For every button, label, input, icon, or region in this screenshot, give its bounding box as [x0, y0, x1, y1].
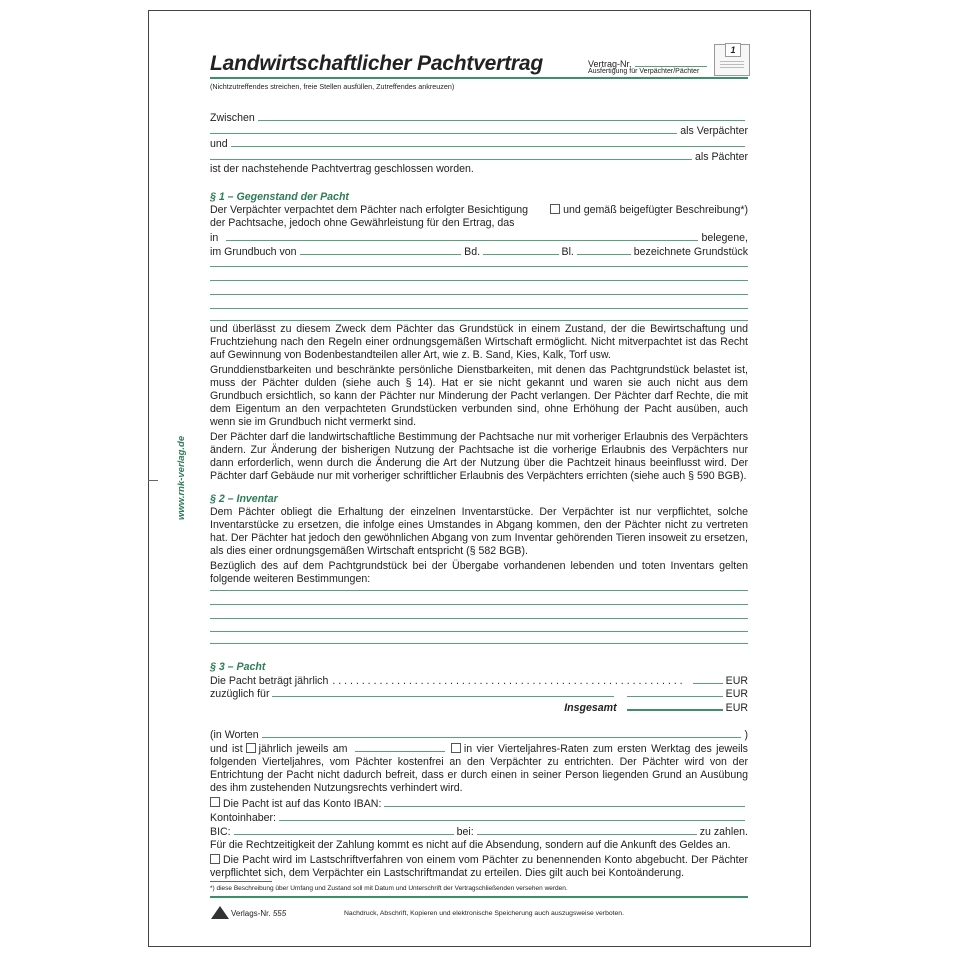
blank-line — [262, 728, 742, 738]
text: und gemäß beigefügter Beschreibung*) — [563, 204, 748, 216]
blank-line — [635, 57, 707, 67]
text — [547, 204, 748, 217]
direct-debit-row — [210, 854, 748, 880]
annual-payment-checkbox[interactable] — [246, 743, 256, 753]
text: EUR — [725, 702, 748, 714]
text: bezeichnete Grundstück — [633, 246, 748, 258]
text: bei: — [456, 826, 474, 838]
fold-mark — [148, 480, 158, 481]
blank-line — [477, 825, 697, 835]
text: zuzüglich für — [210, 688, 270, 700]
lessor-field[interactable] — [210, 111, 748, 125]
website-url: www.rnk-verlag.de — [176, 435, 187, 520]
iban-field[interactable] — [210, 797, 748, 811]
text: zu zahlen. — [699, 826, 748, 838]
lessor-field-2[interactable] — [210, 124, 748, 138]
paragraphs-block — [210, 323, 748, 588]
payment-block — [210, 728, 748, 880]
text: Zwischen — [210, 112, 255, 124]
copyright-notice: Nachdruck, Abschrift, Kopieren und elektronische Speicherung auch auszugsweise verboten. — [344, 910, 624, 917]
payment-date-field[interactable] — [355, 742, 445, 752]
inventory-line[interactable] — [210, 604, 748, 605]
inventory-line[interactable] — [210, 618, 748, 619]
text: und ist — [210, 743, 243, 755]
header-rule — [210, 77, 748, 79]
blank-line — [210, 124, 677, 134]
paragraph: Grunddienstbarkeiten und beschränkte persönliche Dienstbarkeiten, mit denen das Pachtgrundstück belastet ist, muss der Pächter dulden (siehe auch § 14). Hat er sie nicht gekannt und waren sie auch nicht aus dem Grundbuch ersichtlich, so kann der Pächter nur Minderung der Pacht verlangen. Der Pächter darf Rechte, die mit dem Eigentum an den verpachteten Grundstücken verbunden sind, ohne Erhöhung der Pacht ausüben, auch wenn sie im Grundbuch nicht vermerkt sind. — [210, 364, 748, 428]
text — [627, 700, 723, 711]
instructions: (Nichtzutreffendes streichen, freie Stellen ausfüllen, Zutreffendes ankreuzen) — [210, 82, 455, 91]
text: Kontoinhaber: — [210, 812, 276, 824]
text: EUR — [725, 675, 748, 687]
paragraph: Bezüglich des auf dem Pachtgrundstück bei der Übergabe vorhandenen lebenden und toten Inventars gelten folgende weiteren Bestimmungen: — [210, 560, 748, 585]
description-line[interactable] — [210, 294, 748, 295]
text — [720, 61, 744, 70]
text: ) — [744, 729, 748, 741]
text: als Verpächter — [680, 125, 748, 137]
blank-line — [231, 137, 745, 147]
text: Der Verpächter verpachtet dem Pächter nach erfolgter Besichtigung — [210, 204, 528, 216]
blank-line — [384, 797, 745, 807]
location-field[interactable] — [210, 231, 748, 245]
paragraph: Dem Pächter obliegt die Erhaltung der einzelnen Inventarstücke. Der Verpächter ist nur verpflichtet, solche Inventarstücke zu ersetzen, die infolge eines Umstandes in Abgang kommen, den der Pächter nicht zu vertreten hat. Der Pächter hat jedoch den gewöhnlichen Abgang von zum Inventar gehörenden Tieren insoweit zu ersetzen, als dies einer ordnungsgemäßen Wirtschaft entspricht (§ 582 BGB). — [210, 506, 748, 557]
description-line[interactable] — [210, 308, 748, 309]
blank-line — [627, 687, 723, 697]
paragraph: und überlässt zu diesem Zweck dem Pächter das Grundstück in einem Zustand, der die Bewirtschaftung und Fruchtziehung nach den Regeln einer ordnungsgemäßen Wirtschaft ermöglicht. Nicht mitverpachtet ist das Recht auf Gewinnung von Bodenbestandteilen aller Art, wie z. B. Sand, Kies, Kalk, Torf usw. — [210, 323, 748, 361]
footnote: *) diese Beschreibung über Umfang und Zustand soll mit Datum und Unterschrift der Vertragschließenden versehen werden. — [210, 885, 568, 892]
text: jährlich jeweils am — [258, 743, 348, 755]
text: Insgesamt — [564, 702, 617, 714]
text: belegene, — [701, 232, 748, 244]
account-holder-field[interactable] — [210, 811, 748, 825]
copy-number-icon — [714, 44, 750, 76]
text: der Pachtsache, jedoch ohne Gewährleistung für den Ertrag, das — [210, 217, 515, 229]
text: in vier Vierteljahres-Raten zum ersten Werktag des jeweils — [463, 743, 748, 755]
blank-line — [279, 811, 745, 821]
description-line[interactable] — [210, 280, 748, 281]
bank-transfer-checkbox[interactable] — [210, 797, 220, 807]
inventory-line[interactable] — [210, 643, 748, 644]
text: Die Pacht beträgt jährlich — [210, 675, 329, 687]
text: BIC: — [210, 826, 231, 838]
paragraph: Der Pächter darf die landwirtschaftliche Bestimmung der Pachtsache nur mit vorheriger Erlaubnis des Verpächters ändern. Zur Änderung der bisherigen Nutzung der Pachtsache ist die vorherige Erlaubnis des Verpächters nur dann erforderlich, wenn durch die Änderung die Art der Nutzung über die Pachtzeit hinaus beeinflusst wird. Der Pächter darf Gebäude nur mit vorheriger schriftlicher Erlaubnis des Verpächters errichten (siehe auch § 590 BGB). — [210, 431, 748, 482]
text: im Grundbuch von — [210, 246, 297, 258]
concluded-text: ist der nachstehende Pachtvertrag geschlossen worden. — [210, 163, 474, 175]
text: 1 — [725, 43, 741, 57]
quarterly-payment-checkbox[interactable] — [451, 743, 461, 753]
lessee-field-2[interactable] — [210, 150, 748, 164]
text: Bl. — [561, 246, 574, 258]
text: 555 — [272, 909, 287, 918]
text: . . . . . . . . . . . . . . . . . . . . . . . . . . . . . . . . . . . . . . . . . . . . . . . . . . . . . . . . . . . . — [332, 675, 683, 687]
description-line[interactable] — [210, 266, 748, 267]
total-field[interactable] — [210, 700, 748, 715]
inventory-line[interactable] — [210, 631, 748, 632]
lessee-field[interactable] — [210, 137, 748, 151]
text: EUR — [725, 688, 748, 700]
text: Verlags-Nr. — [231, 909, 271, 918]
payment-terms — [210, 742, 748, 795]
land-register-field[interactable] — [210, 245, 748, 259]
direct-debit-text: Die Pacht wird im Lastschriftverfahren von einem vom Pächter zu benennenden Konto abgebucht. Der Pächter verpflichtet sich, dem Verpächter ein Lastschriftmandat zu erteilen. Dies gilt auch bei Kontoänderung. — [210, 854, 748, 879]
direct-debit-checkbox[interactable] — [210, 854, 220, 864]
timely-payment-text: Für die Rechtzeitigkeit der Zahlung kommt es nicht auf die Absendung, sondern auf die Ankunft des Geldes an. — [210, 839, 731, 851]
inspection-checkbox[interactable] — [550, 204, 560, 214]
bic-field[interactable] — [210, 825, 748, 839]
publisher-logo — [211, 906, 229, 919]
blank-line — [234, 825, 454, 835]
text: in — [210, 232, 219, 244]
text: (in Worten — [210, 729, 259, 741]
text — [231, 909, 286, 918]
blank-line — [226, 231, 698, 241]
text: Die Pacht ist auf das Konto IBAN: — [223, 798, 382, 810]
text — [210, 204, 748, 217]
text: als Pächter — [695, 151, 748, 163]
amount-in-words-field[interactable] — [210, 728, 748, 742]
section-3-heading: § 3 – Pacht — [210, 661, 266, 673]
footer-rule — [210, 896, 748, 898]
surcharge-field[interactable] — [210, 687, 748, 701]
blank-line — [300, 245, 462, 255]
document-title: Landwirtschaftlicher Pachtvertrag — [210, 52, 543, 75]
section-1-heading: § 1 – Gegenstand der Pacht — [210, 191, 349, 203]
blank-line — [210, 150, 692, 160]
blank-line — [693, 674, 723, 684]
blank-line — [483, 245, 558, 255]
inventory-line[interactable] — [210, 590, 748, 591]
annual-rent-field[interactable] — [210, 674, 748, 688]
text — [210, 881, 272, 882]
copy-label: Ausfertigung für Verpächter/Pächter — [588, 68, 700, 75]
description-line[interactable] — [210, 320, 748, 321]
blank-line — [258, 111, 745, 121]
blank-line — [272, 687, 613, 697]
text: Bd. — [464, 246, 481, 258]
text: folgenden Vierteljahres, vom Pächter kostenfrei an den Verpächter zu entrichten. Der Pächter wird von der Entrichtung der Pacht nicht dadurch befreit, dass er durch einen in seiner Person liegenden Grund an Ausübung des ihm zustehenden Nutzungsrechts verhindert wird. — [210, 756, 748, 794]
text: und — [210, 138, 228, 150]
blank-line — [577, 245, 631, 255]
section-2-heading: § 2 – Inventar — [210, 493, 278, 505]
text: Vertrag-Nr. — [588, 59, 632, 69]
